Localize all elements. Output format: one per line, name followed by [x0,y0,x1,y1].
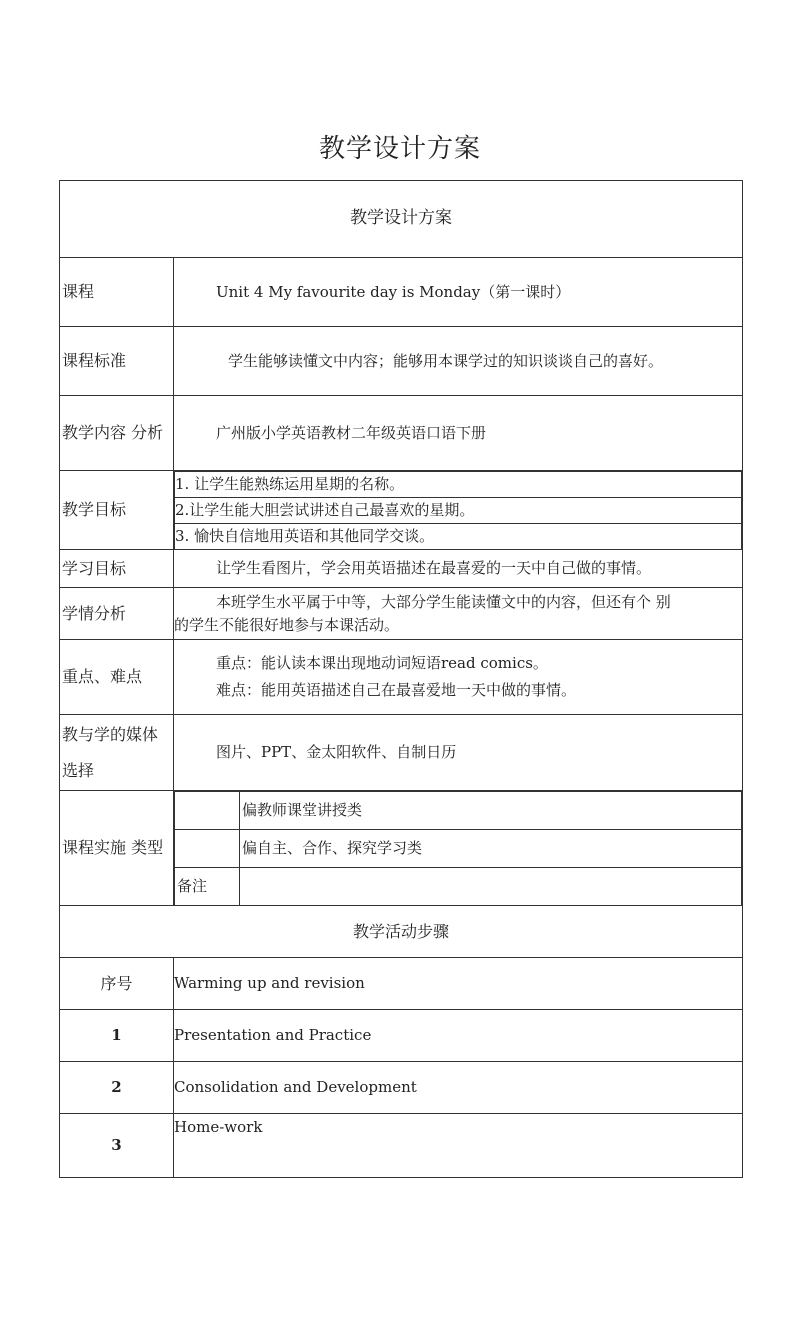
analysis-line: 本班学生水平属于中等，大部分学生能读懂文中的内容，但还有个 别 [216,593,671,611]
analysis-line: 的学生不能很好地参与本课活动。 [174,615,400,634]
table-row [60,1010,743,1062]
standard-label: 课程标准 [60,327,174,396]
learning-goal-value: 让学生看图片，学会用英语描述在最喜爱的一天中自己做的事情。 [174,550,743,588]
table-header: 教学设计方案 [60,181,743,258]
impl-type-label: 课程实施 类型 [60,791,174,906]
table-row [60,958,743,1010]
option-checkbox-cell[interactable] [175,830,240,868]
remark-label: 备注 [175,868,240,906]
impl-type-cell [174,791,743,906]
table-row [60,1114,743,1178]
course-value: Unit 4 My favourite day is Monday（第一课时） [174,258,743,327]
objective-item: 2.让学生能大胆尝试讲述自己最喜欢的星期。 [175,498,742,524]
step-no: 3 [60,1114,174,1178]
objectives-label: 教学目标 [60,471,174,550]
remark-value[interactable] [240,868,742,906]
option-checkbox-cell[interactable] [175,792,240,830]
content-value: 广州版小学英语教材二年级英语口语下册 [174,396,743,471]
page-title: 教学设计方案 [318,134,481,164]
step-text: Presentation and Practice [174,1010,743,1062]
option-teacher-lecture: 偏教师课堂讲授类 [240,792,742,830]
step-text: Home-work [174,1114,743,1178]
key-point: 重点：能认读本课出现地动词短语read comics。 [216,654,548,672]
option-self-directed: 偏自主、合作、探究学习类 [240,830,742,868]
difficult-point: 难点：能用英语描述自己在最喜爱地一天中做的事情。 [216,681,577,699]
step-text: Warming up and revision [174,958,743,1010]
standard-value: 学生能够读懂文中内容；能够用本课学过的知识谈谈自己的喜好。 [174,327,743,396]
course-label: 课程 [60,258,174,327]
objectives-cell [174,471,743,550]
step-no-header: 序号 [60,958,174,1010]
impl-type-options [174,791,742,905]
objectives-list [174,471,742,549]
analysis-label: 学情分析 [60,588,174,640]
step-no: 2 [60,1062,174,1114]
table-row [60,1062,743,1114]
step-text: Consolidation and Development [174,1062,743,1114]
analysis-cell [174,588,743,640]
objective-item: 1. 让学生能熟练运用星期的名称。 [175,472,742,498]
steps-header: 教学活动步骤 [60,906,743,958]
learning-goal-label: 学习目标 [60,550,174,588]
step-no: 1 [60,1010,174,1062]
key-points-cell [174,640,743,715]
media-value: 图片、PPT、金太阳软件、自制日历 [174,715,743,791]
lesson-plan-table [59,180,743,1178]
media-label: 教与学的媒体选择 [60,715,174,791]
content-label: 教学内容 分析 [60,396,174,471]
objective-item: 3. 愉快自信地用英语和其他同学交谈。 [175,524,742,550]
key-points-label: 重点、难点 [60,640,174,715]
